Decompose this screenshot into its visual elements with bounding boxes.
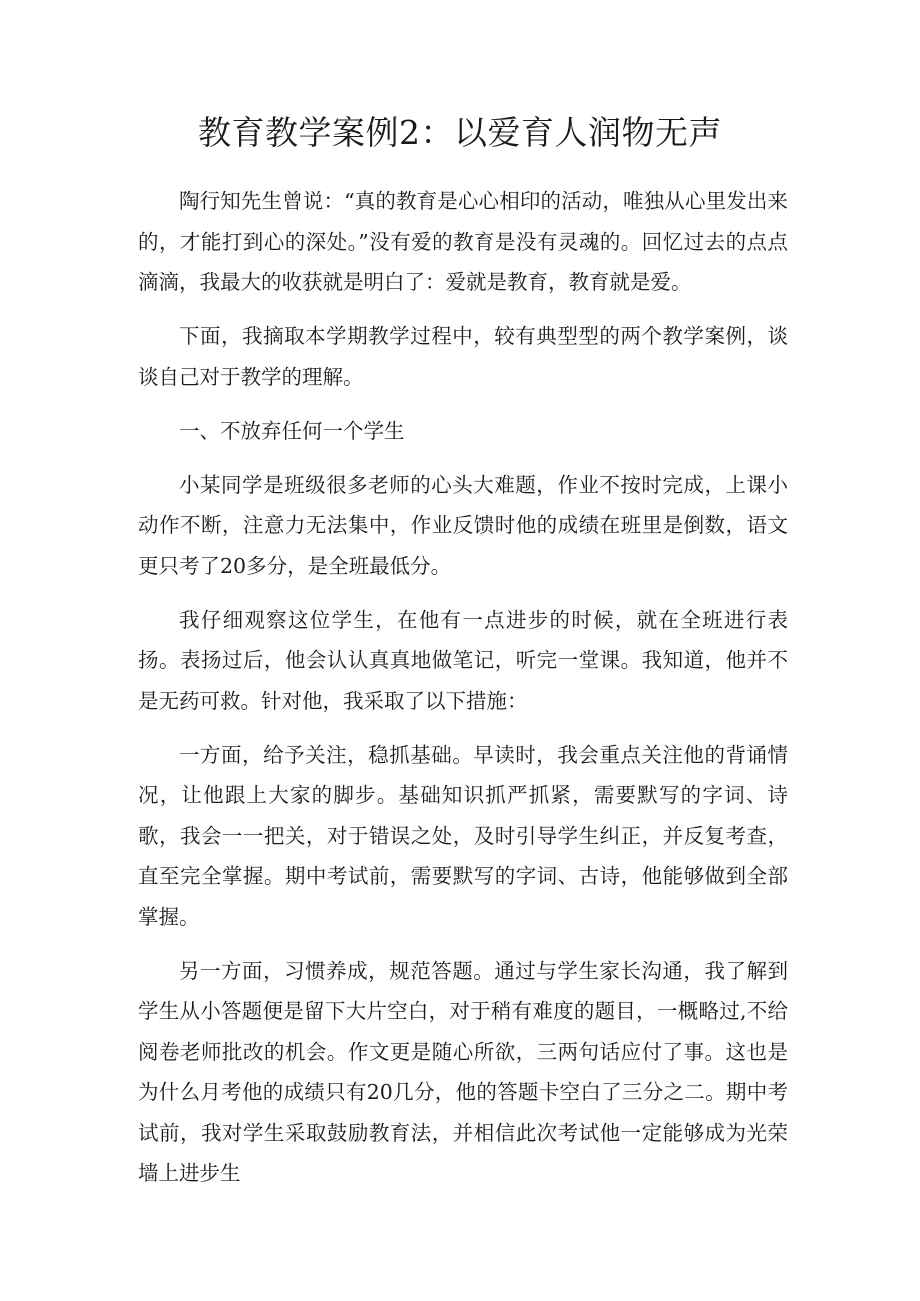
paragraph-measure-two: 另一方面，习惯养成，规范答题。通过与学生家长沟通，我了解到学生从小答题便是留下大片空白，对于稍有难度的题目，一概略过,不给阅卷老师批改的机会。作文更是随心所欲，三两句话应付了事。这也是为什么月考他的成绩只有20几分，他的答题卡空白了三分之二。期中考试前，我对学生采取鼓励教育法，并相信此次考试他一定能够成为光荣墙上进步生 xyxy=(138,958,788,1185)
section-heading-1: 一、不放弃任何一个学生 xyxy=(179,418,405,443)
paragraph-measure-one: 一方面，给予关注，稳抓基础。早读时，我会重点关注他的背诵情况，让他跟上大家的脚步。基础知识抓严抓紧，需要默写的字词、诗歌，我会一一把关，对于错误之处，及时引导学生纠正，并反复考查，直至完全掌握。期中考试前，需要默写的字词、古诗，他能够做到全部掌握。 xyxy=(138,742,788,929)
paragraph-student-description: 小某同学是班级很多老师的心头大难题，作业不按时完成，上课小动作不断，注意力无法集中，作业反馈时他的成绩在班里是倒数，语文更只考了20多分，是全班最低分。 xyxy=(138,472,788,578)
paragraph-overview: 下面，我摘取本学期教学过程中，较有典型型的两个教学案例，谈谈自己对于教学的理解。 xyxy=(138,324,788,389)
paragraph-intro-quote: 陶行知先生曾说：“真的教育是心心相印的活动，唯独从心里发出来的，才能打到心的深处。”没有爱的教育是没有灵魂的。回忆过去的点点滴滴，我最大的收获就是明白了：爱就是教育，教育就是爱。 xyxy=(138,189,788,294)
paragraph-observation: 我仔细观察这位学生，在他有一点进步的时候，就在全班进行表扬。表扬过后，他会认认真真地做笔记，听完一堂课。我知道，他并不是无药可救。针对他，我采取了以下措施： xyxy=(138,607,788,713)
document-title: 教育教学案例2：以爱育人润物无声 xyxy=(198,113,722,152)
document-body xyxy=(138,181,788,1207)
